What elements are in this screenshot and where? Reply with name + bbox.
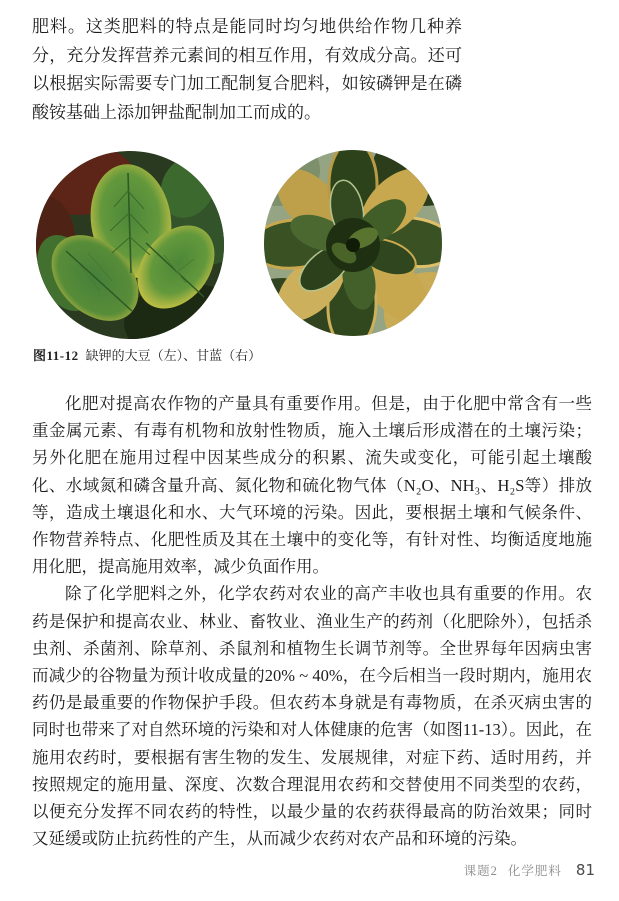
paragraph-top: 肥料。这类肥料的特点是能同时均匀地供给作物几种养分，充分发挥营养元素间的相互作用，有效成分高。还可以根据实际需要专门加工配制复合肥料，如铵磷钾是在磷酸铵基础上添加钾盐配制加工而成的。	[32, 17, 462, 122]
footer-section-title: 化学肥料	[507, 864, 562, 878]
soybean-leaves-illustration	[36, 151, 224, 339]
cabbage-rosette-illustration	[264, 150, 442, 337]
paragraph-fertilizer: 化肥对提高农作物的产量具有重要作用。但是，由于化肥中常含有一些重金属元素、有毒有机物和放射性物质，施入土壤后形成潜在的土壤污染；另外化肥在施用过程中因某些成分的积累、流失或变化，可能引起土壤酸化、水域氮和磷含量升高、氮化物和硫化物气体（N₂O、NH₃、H₂S等）排放等，造成土壤退化和水、大气环境的污染。因此，要根据土壤和气候条件、作物营养特点、化肥性质及其在土壤中的变化等，有针对性、均衡适度地施用化肥，提高施用效率，减少负面作用。	[32, 394, 592, 577]
figure-caption-label: 图11-12	[33, 348, 79, 363]
footer-section-label: 课题2	[463, 864, 498, 878]
soybean-photo	[36, 151, 224, 339]
figure-caption-text: 缺钾的大豆（左）、甘蓝（右）	[85, 348, 262, 363]
body-text-block	[32, 390, 592, 852]
figure-caption	[33, 345, 261, 364]
cabbage-photo	[264, 150, 442, 337]
footer-section	[464, 861, 562, 879]
footer-page-number: 81	[575, 861, 595, 879]
page-footer	[464, 861, 595, 879]
paragraph-pesticide: 除了化学肥料之外，化学农药对农业的高产丰收也具有重要的作用。农药是保护和提高农业、林业、畜牧业、渔业生产的药剂（化肥除外），包括杀虫剂、杀菌剂、除草剂、杀鼠剂和植物生长调节剂等。全世界每年因病虫害而减少的谷物量为预计收成量的20% ~ 40%，在今后相当一段时期内，施用农药仍是最重要的作物保护手段。但农药本身就是有毒物质，在杀灭病虫害的同时也带来了对自然环境的污染和对人体健康的危害（如图11-13）。因此，在施用农药时，要根据有害生物的发生、发展规律，对症下药、适时用药，并按照规定的施用量、深度、次数合理混用农药和交替使用不同类型的农药，以便充分发挥不同农药的特性，以最少量的农药获得最高的防治效果；同时又延缓或防止抗药性的产生，从而减少农药对农产品和环境的污染。	[32, 584, 592, 849]
